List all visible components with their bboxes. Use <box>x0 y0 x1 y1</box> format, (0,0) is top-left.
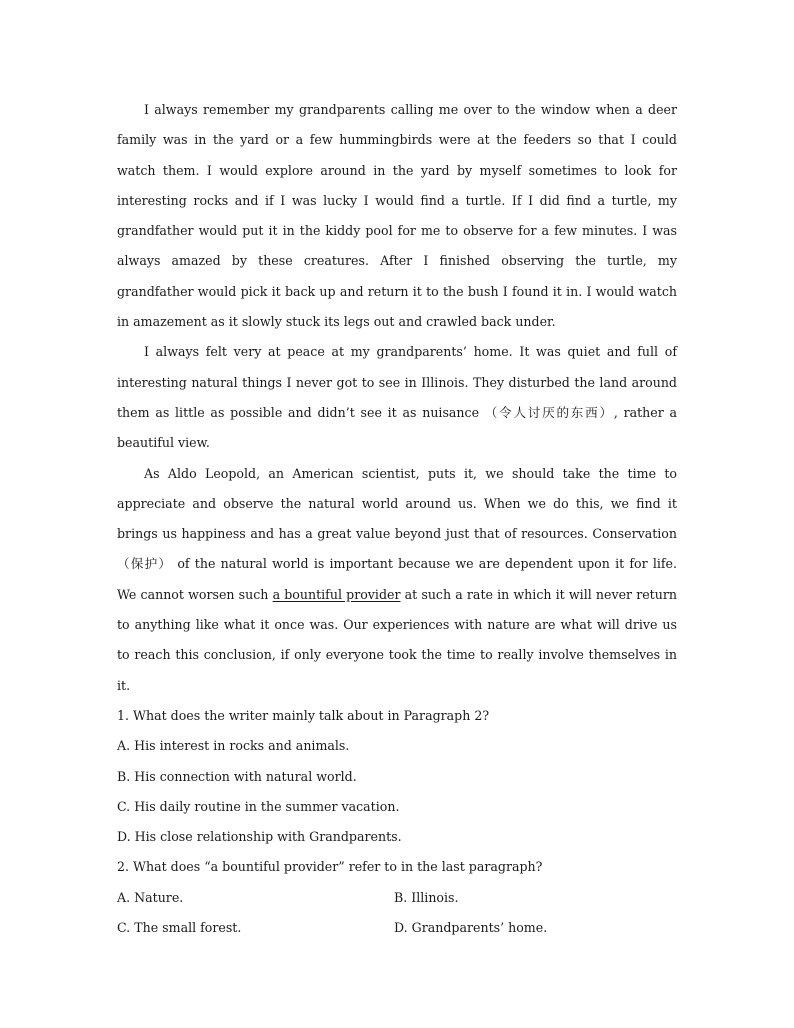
paragraph-3-text-end: at such a rate in which it will never return to anything like what it once was. Our experiences with nature are what will drive us to reach this conclusion, if only everyone took the time to really involve themselves in it. <box>117 586 677 693</box>
paragraph-1: I always remember my grandparents calling me over to the window when a deer family was in the yard or a few hummingbirds were at the feeders so that I could watch them. I would explore around in the yard by myself sometimes to look for interesting rocks and if I was lucky I would find a turtle. If I did find a turtle, my grandfather would put it in the kiddy pool for me to observe for a few minutes. I was always amazed by these creatures. After I finished observing the turtle, my grandfather would pick it back up and return it to the bush I found it in. I would watch in amazement as it slowly stuck its legs out and crawled back under. <box>117 102 677 330</box>
paragraph-2: I always felt very at peace at my grandparents’ home. It was quiet and full of interesting natural things I never got to see in Illinois. They disturbed the land around them as little as possible and didn’t see it as nuisance （令人讨厌的东西）, rather a beautiful view. <box>117 344 677 451</box>
question-2 <box>117 852 677 943</box>
question-1-option-c: C. His daily routine in the summer vacation. <box>117 798 400 814</box>
question-1-option-b: B. His connection with natural world. <box>117 768 357 784</box>
question-2-stem: 2. What does “a bountiful provider” refer to in the last paragraph? <box>117 859 543 875</box>
question-1-option-d: D. His close relationship with Grandparents. <box>117 829 402 845</box>
question-2-option-d: D. Grandparents’ home. <box>394 920 548 936</box>
question-1 <box>117 701 677 852</box>
question-2-options-row-2 <box>117 913 677 943</box>
question-2-option-b: B. Illinois. <box>394 889 459 905</box>
question-2-option-c: C. The small forest. <box>117 920 242 936</box>
question-2-option-a: A. Nature. <box>117 889 184 905</box>
document-page <box>117 95 677 943</box>
question-1-option-a: A. His interest in rocks and animals. <box>117 738 350 754</box>
question-2-options-row-1 <box>117 883 677 913</box>
question-1-stem: 1. What does the writer mainly talk about in Paragraph 2? <box>117 707 490 723</box>
paragraph-3-text-start: As Aldo Leopold, an American scientist, puts it, we should take the time to appreciate and observe the natural world around us. When we do this, we find it brings us happiness and has a great value beyond just that of resources. Conservation（保护） of the natural world is important because we are dependent upon it for life. We cannot worsen such <box>117 465 677 602</box>
paragraph-3 <box>117 459 677 701</box>
underlined-phrase: a bountiful provider <box>272 586 401 602</box>
